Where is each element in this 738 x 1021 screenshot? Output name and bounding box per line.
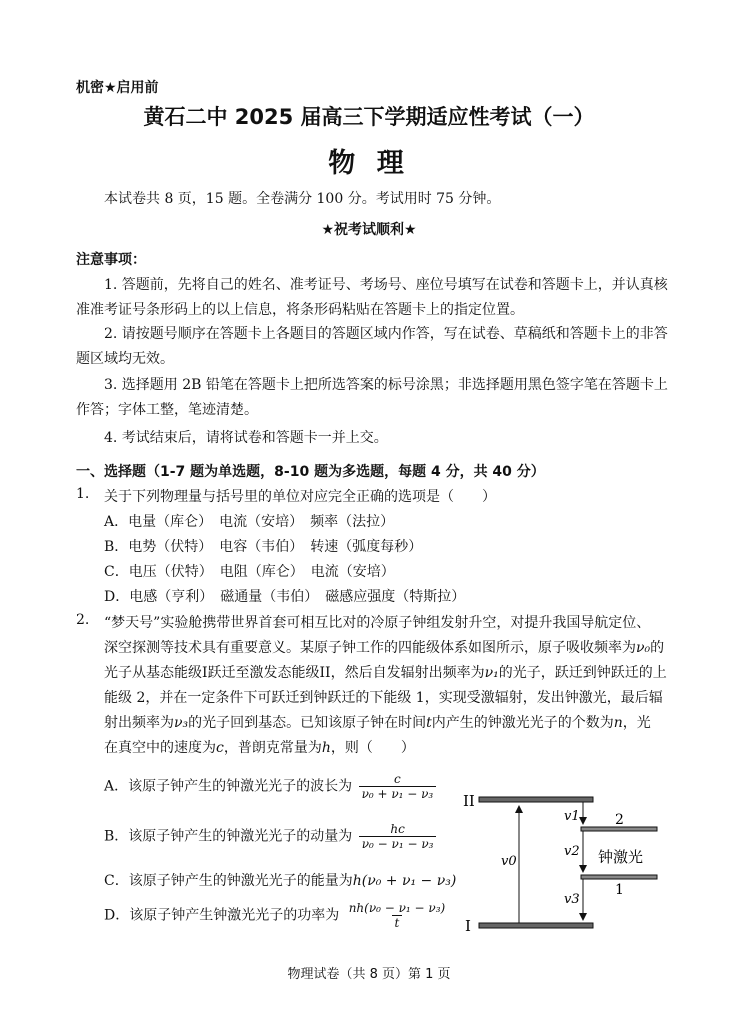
label-v2: v2 <box>564 844 580 859</box>
label-v0: v0 <box>501 854 517 869</box>
fraction <box>359 822 437 851</box>
fraction <box>346 901 449 930</box>
option-d: D．电感（亨利） 磁通量（韦伯） 磁感应强度（特斯拉） <box>104 589 466 605</box>
symbol-c: c <box>216 740 224 756</box>
text-fragment: 的光子回到基态。已知该原子钟在时间 <box>188 715 427 731</box>
symbol-t: t <box>426 715 432 731</box>
label-level-1: 1 <box>615 882 624 898</box>
note-line: 作答；字体工整，笔迹清楚。 <box>76 402 258 418</box>
option-b: B．电势（伏特） 电容（韦伯） 转速（弧度每秒） <box>104 539 423 555</box>
question-text-line <box>104 712 651 732</box>
label-v3: v3 <box>564 892 580 907</box>
level-I-bar <box>479 923 593 928</box>
level-1-bar <box>581 875 657 879</box>
subject-title: 物 理 <box>328 148 410 179</box>
note-line: 1. 答题前，先将自己的姓名、准考证号、考场号、座位号填写在试卷和答题卡上，并认真核 <box>104 277 668 293</box>
option-c <box>104 870 456 890</box>
label-level-2: 2 <box>615 812 624 828</box>
label-v1: v1 <box>564 809 580 824</box>
label-level-II: II <box>463 792 475 810</box>
symbol-h: h <box>321 740 331 756</box>
symbol-nu1: ν₁ <box>484 665 499 681</box>
symbol-n: n <box>613 715 623 731</box>
numerator: c <box>394 772 401 786</box>
option-text: C．该原子钟产生的钟激光光子的能量为 <box>104 873 353 889</box>
text-fragment: 深空探测等技术具有重要意义。某原子钟工作的四能级体系如图所示，原子吸收频率为 <box>104 640 636 656</box>
option-c: C．电压（伏特） 电阻（库仑） 电流（安培） <box>104 564 395 580</box>
denominator: t <box>392 915 403 930</box>
option-b <box>104 822 436 851</box>
note-line: 4. 考试结束后，请将试卷和答题卡一并上交。 <box>104 430 388 446</box>
question-text-line <box>104 737 415 757</box>
option-a: A．电量（库仑） 电流（安培） 频率（法拉） <box>104 514 395 530</box>
text-fragment: 光子从基态能级I跃迁至激发态能级II，然后自发辐射出频率为 <box>104 665 485 681</box>
section-title: 一、选择题（1-7 题为单选题，8-10 题为多选题，每题 4 分，共 40 分） <box>76 464 545 480</box>
text-fragment: 的光子，跃迁到钟跃迁的上 <box>498 665 667 681</box>
exam-info: 本试卷共 8 页，15 题。全卷满分 100 分。考试用时 75 分钟。 <box>104 191 501 207</box>
question-number: 2. <box>76 612 90 628</box>
note-line: 3. 选择题用 2B 铅笔在答题卡上把所选答案的标号涂黑；非选择题用黑色签字笔在答题卡上 <box>104 377 668 393</box>
text-fragment: 内产生的钟激光光子的个数为 <box>431 715 614 731</box>
text-fragment: 在真空中的速度为 <box>104 740 216 756</box>
energy-level-diagram <box>455 785 670 940</box>
text-fragment: 的 <box>650 640 665 656</box>
text-fragment: ，光 <box>622 715 651 731</box>
fraction <box>359 772 437 801</box>
good-luck-line: ★祝考试顺利★ <box>321 222 417 238</box>
option-d <box>104 901 448 930</box>
note-line: 2. 请按题号顺序在答题卡上各题目的答题区域内作答，写在试卷、草稿纸和答题卡上的非答 <box>104 326 668 342</box>
note-line: 准准考证号条形码上的以上信息，将条形码粘贴在答题卡上的指定位置。 <box>76 302 524 318</box>
label-clock-laser: 钟激光 <box>598 848 644 866</box>
note-line: 题区域均无效。 <box>76 351 174 367</box>
level-II-bar <box>479 797 593 802</box>
question-text-line: “梦天号”实验舱携带世界首套可相互比对的冷原子钟组发射升空，对提升我国导航定位、 <box>104 615 651 631</box>
option-text: D．该原子钟产生钟激光光子的功率为 <box>104 907 340 924</box>
question-number: 1. <box>76 486 90 502</box>
option-text: B．该原子钟产生的钟激光光子的动量为 <box>104 828 353 845</box>
question-text-line <box>104 637 664 657</box>
confidential-mark: 机密★启用前 <box>76 80 159 96</box>
symbol-nu0: ν₀ <box>636 640 651 656</box>
text-fragment: ，则（ ） <box>330 740 415 756</box>
energy-expression: h(ν₀ + ν₁ − ν₃) <box>352 873 457 889</box>
symbol-nu3: ν₃ <box>174 715 189 731</box>
label-level-I: I <box>465 917 471 935</box>
notes-title: 注意事项： <box>76 252 146 268</box>
numerator: nh(ν₀ − ν₁ − ν₃) <box>348 901 446 915</box>
question-stem: 关于下列物理量与括号里的单位对应完全正确的选项是（ ） <box>104 489 496 505</box>
numerator: hc <box>390 822 405 836</box>
text-fragment: ，普朗克常量为 <box>223 740 322 756</box>
question-text-line: 能级 2，并在一定条件下可跃迁到钟跃迁的下能级 1，实现受激辐射，发出钟激光，最后辐 <box>104 690 663 706</box>
option-text: A．该原子钟产生的钟激光光子的波长为 <box>104 778 353 795</box>
option-a <box>104 772 436 801</box>
denominator: ν₀ + ν₁ − ν₃ <box>359 786 437 801</box>
text-fragment: 射出频率为 <box>104 715 174 731</box>
exam-title: 黄石二中 2025 届高三下学期适应性考试（一） <box>143 105 595 129</box>
denominator: ν₀ − ν₁ − ν₃ <box>359 836 437 851</box>
question-text-line <box>104 662 667 682</box>
page-footer: 物理试卷（共 8 页）第 1 页 <box>287 967 451 982</box>
